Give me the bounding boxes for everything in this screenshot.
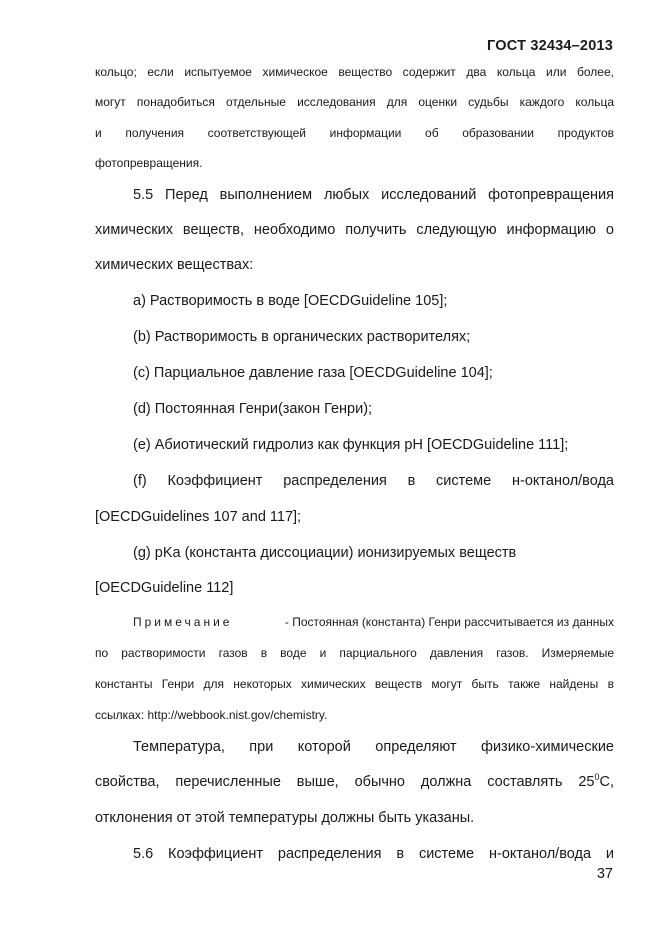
note-label: Примечание	[133, 615, 233, 629]
list-item-g-cont: [OECDGuideline 112]	[95, 580, 234, 596]
text-line: химических веществ, необходимо получить следующую информацию о	[95, 222, 614, 238]
list-item-a: а) Растворимость в воде [OECDGuideline 105];	[133, 293, 448, 309]
note-line: по растворимости газов в воде и парциального давления газов. Измеряемые	[95, 646, 614, 660]
text-line-temperature	[95, 774, 614, 790]
note-line: ссылках: http://webbook.nist.gov/chemistry.	[95, 708, 328, 722]
text-line: фотопревращения.	[95, 156, 203, 170]
text-line: кольцо; если испытуемое химическое вещество содержит два кольца или более,	[95, 65, 614, 79]
list-item-b: (b) Растворимость в органических растворителях;	[133, 329, 471, 345]
temperature-unit	[594, 774, 614, 790]
text-line: могут понадобиться отдельные исследования для оценки судьбы каждого кольца	[95, 95, 614, 109]
note-text: - Постоянная (константа) Генри рассчитывается из данных	[284, 615, 614, 629]
text-line: Температура, при которой определяют физико-химические	[133, 739, 614, 755]
list-item-g: (g) pKa (константа диссоциации) ионизируемых веществ	[133, 545, 517, 561]
degree-superscript: 0	[594, 772, 600, 782]
list-item-d: (d) Постоянная Генри(закон Генри);	[133, 401, 373, 417]
list-item-f: (f) Коэффициент распределения в системе н-октанол/вода	[133, 473, 614, 489]
celsius-unit: С,	[599, 774, 614, 790]
note-first-line	[133, 615, 614, 629]
paragraph-5-6-line: 5.6 Коэффициент распределения в системе н-октанол/вода и	[133, 846, 614, 862]
temperature-text: свойства, перечисленные выше, обычно должна составлять 25	[95, 774, 595, 790]
paragraph-5-5-line: 5.5 Перед выполнением любых исследований фотопревращения	[133, 187, 614, 203]
text-line: отклонения от этой температуры должны быть указаны.	[95, 810, 475, 826]
list-item-f-cont: [OECDGuidelines 107 and 117];	[95, 509, 302, 525]
page-number: 37	[596, 866, 613, 882]
list-item-c: (c) Парциальное давление газа [OECDGuideline 104];	[133, 365, 493, 381]
text-line: химических веществах:	[95, 257, 254, 273]
text-line: и получения соответствующей информации об образовании продуктов	[95, 126, 614, 140]
document-header: ГОСТ 32434–2013	[487, 38, 613, 54]
list-item-e: (e) Абиотический гидролиз как функция pH [OECDGuideline 111];	[133, 437, 569, 453]
note-line: константы Генри для некоторых химических веществ могут быть также найдены в	[95, 677, 614, 691]
